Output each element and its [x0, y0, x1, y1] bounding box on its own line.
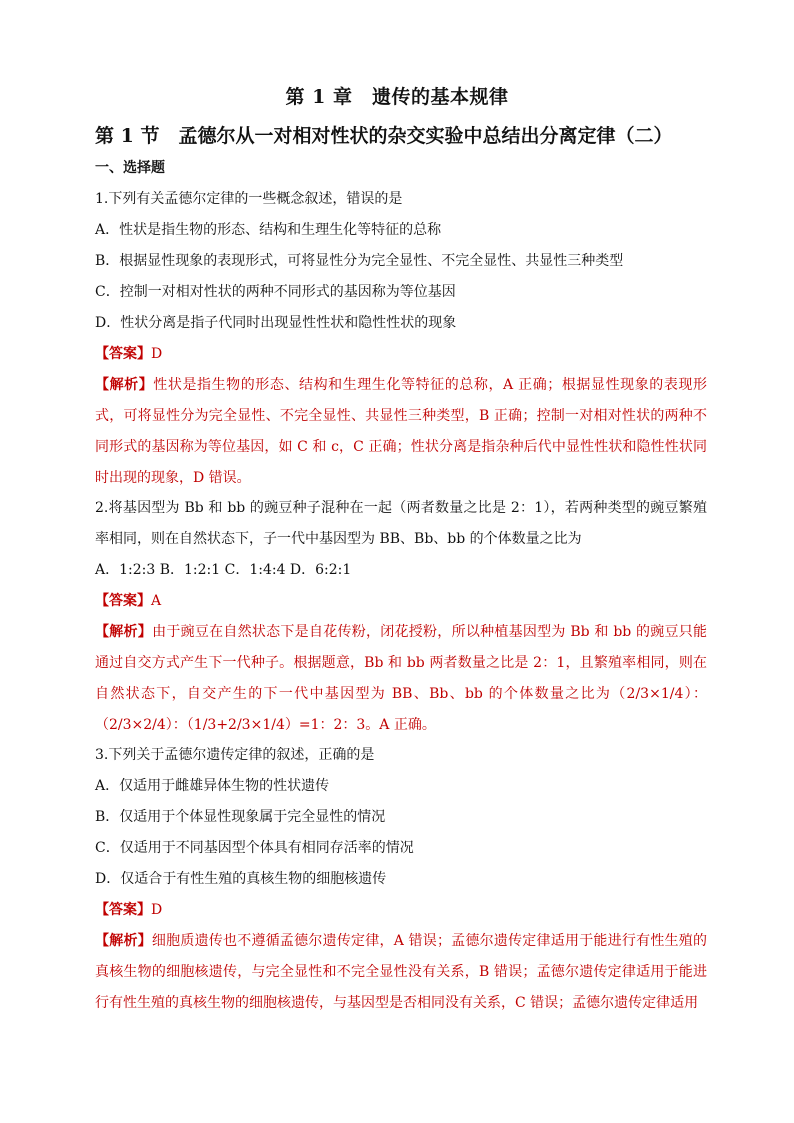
analysis	[95, 617, 707, 741]
answer-value: D	[151, 346, 163, 362]
options-line: A．1:2:3 B．1:2:1 C．1:4:4 D．6:2:1	[95, 562, 352, 578]
answer-value: D	[151, 902, 163, 918]
analysis-text: 性状是指生物的形态、结构和生理生化等特征的总称，A 正确；根据显性现象的表现形式，可将显性分为完全显性、不完全显性、共显性三种类型，B 正确；控制一对相对性状的两种不同形式的基因称为等位基因，如 C 和 c，C 正确；性状分离是指杂种后代中显性性状和隐性性状同时出现的现象，D 错误。	[95, 377, 708, 486]
answer-tag: 【答案】	[95, 902, 151, 918]
question-stem: 1.下列有关孟德尔定律的一些概念叙述，错误的是	[95, 191, 403, 207]
answer-tag: 【答案】	[95, 346, 151, 362]
analysis-tag: 【解析】	[95, 933, 152, 949]
question-stem: 2.将基因型为 Bb 和 bb 的豌豆种子混种在一起（两者数量之比是 2：1），若两种类型的豌豆繁殖率相同，则在自然状态下，子一代中基因型为 BB、Bb、bb 的个体数量之比为	[95, 500, 707, 547]
answer-tag: 【答案】	[95, 593, 151, 609]
part-heading: 一、选择题	[95, 160, 165, 176]
answer	[95, 343, 707, 365]
option-b: B．仅适用于个体显性现象属于完全显性的情况	[95, 809, 386, 825]
analysis-tag: 【解析】	[95, 377, 154, 393]
option-d: D．性状分离是指子代同时出现显性性状和隐性性状的现象	[95, 315, 457, 331]
option-b: B．根据显性现象的表现形式，可将显性分为完全显性、不完全显性、共显性三种类型	[95, 253, 624, 269]
analysis-text: 细胞质遗传也不遵循孟德尔遗传定律，A 错误；孟德尔遗传定律适用于能进行有性生殖的真核生物的细胞核遗传，与完全显性和不完全显性没有关系，B 错误；孟德尔遗传定律适用于能进行有性生殖的真核生物的细胞核遗传，与基因型是否相同没有关系，C 错误；孟德尔遗传定律适用	[95, 933, 708, 1011]
question-stem: 3.下列关于孟德尔遗传定律的叙述，正确的是	[95, 747, 375, 763]
analysis-text: 由于豌豆在自然状态下是自花传粉，闭花授粉，所以种植基因型为 Bb 和 bb 的豌豆只能通过自交方式产生下一代种子。根据题意，Bb 和 bb 两者数量之比是 2：1，且繁殖率相同，则在自然状态下，自交产生的下一代中基因型为 BB、Bb、bb 的个体数量之比为（2/3×1/4）：（2/3×2/4）：（1/3+2/3×1/4）=1：2：3。A 正确。	[95, 624, 708, 733]
chapter-title: 第 1 章 遗传的基本规律	[285, 86, 509, 108]
document-body	[95, 157, 707, 1019]
option-a: A．性状是指生物的形态、结构和生理生化等特征的总称	[95, 222, 442, 238]
answer-value: A	[151, 593, 162, 609]
option-d: D．仅适合于有性生殖的真核生物的细胞核遗传	[95, 871, 387, 887]
option-c: C．仅适用于不同基因型个体具有相同存活率的情况	[95, 840, 414, 856]
question-1	[95, 188, 707, 494]
option-a: A．仅适用于雌雄异体生物的性状遗传	[95, 778, 330, 794]
question-2	[95, 493, 707, 741]
section-title: 第 1 节 孟德尔从一对相对性状的杂交实验中总结出分离定律（二）	[95, 125, 673, 147]
answer	[95, 899, 707, 921]
answer	[95, 590, 707, 612]
question-3	[95, 744, 707, 1019]
analysis-tag: 【解析】	[95, 624, 153, 640]
analysis	[95, 926, 707, 1019]
analysis	[95, 370, 707, 494]
option-c: C．控制一对相对性状的两种不同形式的基因称为等位基因	[95, 284, 456, 300]
